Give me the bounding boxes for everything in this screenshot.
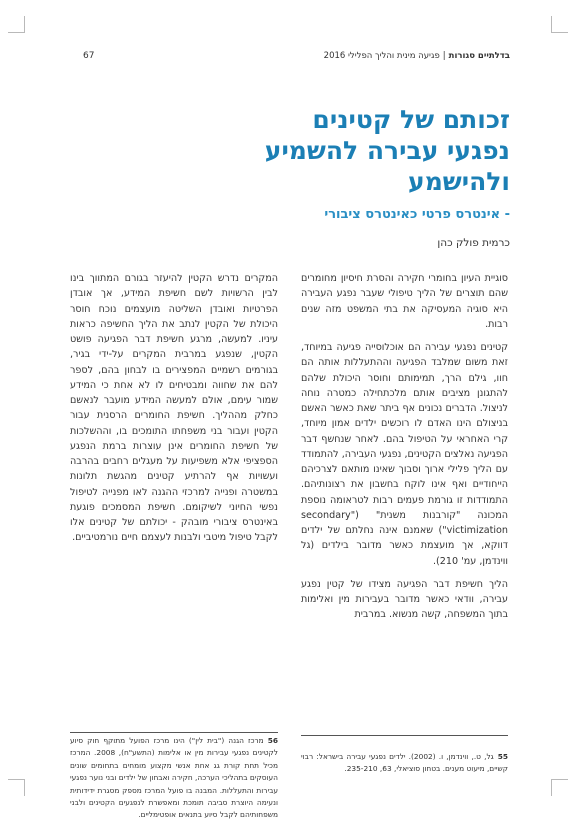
footnote (70, 735, 278, 822)
footnote-number: 56 (267, 736, 278, 745)
page-number: 67 (83, 51, 95, 61)
crop-mark-bottom-left (8, 779, 25, 796)
running-header (83, 51, 510, 65)
title-line: זכותם של קטינים (312, 105, 510, 134)
title-line: נפגעי עבירה להשמיע (264, 136, 510, 165)
body-paragraph: הליך חשיפת דבר הפגיעה מצידו של קטין נפגע עבירה, וודאי כאשר מדובר בעבירות מין ואלימות בתוך המשפחה, קשה מנשוא. במרבית (301, 578, 508, 621)
footnote (301, 751, 508, 776)
footnote-text: גל, ט., ווינדמן, ו. (2002). ילדים נפגעי עבירה בישראל: רבוי קשיים, מיעוט מענים. בטחון סוציאלי, 63, 235-210. (301, 752, 508, 774)
publication-brand: בדלתיים סגורות (448, 51, 510, 61)
title-line: ולהישמע (408, 167, 510, 196)
article-title (180, 104, 510, 197)
crop-mark-bottom-right (551, 779, 568, 796)
body-column-right (301, 271, 508, 631)
body-paragraph: קטינים נפגעי עבירה הם אוכלוסייה פגיעה במיוחד, זאת משום שמלבד הפגיעה וההתעללות אותה הם חוו, גילם הרך, תמימותם וחוסר היכולת שלהם להתגונן מציבים אותם מלכתחילה כמטרה נוחה לניצול. הדברים נכונים אף ביתר שאת כאשר האשם בניצולם הינו האדם לו רוכשים ילדים אמון מיוחד, קרי האחראי על הטיפול בהם. לאחר שנחשף דבר הפגיעה נאלצים הקטינים, נפגעי העבירה, להתמודד עם הליך פלילי ארוך וסבוך שאינו מותאם לצרכיהם הייחודיים ואף אינו לוקח בחשבון את רצונותיהם. התמודדות זו גורמת פעמים רבות לטראומה נוספת המכונה "קורבנות משנית" ("secondary victimization") שאמנם אינה נחלתם של ילדים דווקא, אך מועצמת כאשר מדובר בילדים (גל ווינדמן, עמ' 210). (301, 342, 508, 567)
body-paragraph: סוגיית העיון בחומרי חקירה והסרת חיסיון מחומרים שהם תוצרים של הליך טיפולי שעבר נפגע העבירה היא סוגיה המעסיקה את בתי המשפט מזה שנים רבות. (301, 273, 508, 330)
footnote-divider (301, 735, 508, 736)
crop-mark-top-left (8, 16, 25, 33)
body-paragraph: המקרים נדרש הקטין להיעזר בגורם המתווך בינו לבין הרשויות לשם חשיפת המידע, אך אובדן הפרטיות ואובדן השליטה מועצמים נוכח חוסר היכולת של הקטין לנתב את הליך החשיפה כראות עיניו. למעשה, מרגע חשיפת דבר הפגיעה פושט הקטין, שנפגע במרבית המקרים על-ידי בגיר, בגורמים רשמיים המפצירים בו לבחון בהם, לספר להם את שחווה ומבטיחים לו לא אחת כי המידע שמור עימם, אולם למעשה המידע מועבר לנאשם כחלק מההליך. חשיפת החומרים הרסנית עבור הקטין ועבור בני משפחתו התומכים בו, וההשלכות של חשיפת החומרים אינן עוצרות ברמת הנפגע הספציפי אלא משפיעות על מעגלים רחבים בהרבה ועשויות אף להרתיע קטינים מהגשת תלונות במשטרה ופנייה למרכזי ההגנה לאו מפנייה לטיפול נפשי החיוני לשיקומם. חשיפת המסמכים פוגעת באינטרס ציבורי מובהק - יכולתם של קטינים אלו לקבל טיפול מיטבי ולבנות לעצמם חיים נורמטיביים. (70, 273, 278, 544)
footnote-divider (70, 732, 278, 733)
publication-section: פגיעה מינית והליך הפלילי 2016 (323, 51, 440, 61)
footnote-number: 55 (497, 752, 508, 761)
header-separator: | (442, 51, 446, 61)
publication-line (324, 51, 510, 61)
author-name: כרמית פולק כהן (437, 237, 510, 249)
footnote-text: מרכז הגנה ("בית לין") הינו מרכז הפועל מתוקף חוק סיוע לקטינים נפגעי עבירות מין או אלימות (התשע"ח), 2008. המרכז מכיל תחת קורת גג אחת אנשי מקצוע מומחים בתחומים שונים העוסקים בתהליכי הערכה, חקירה ואבחון של ילדים ובני נוער נפגעי עבירות והתעללות. המבנה בו פועל המרכז מספק מסגרת ידידותית ונעימה היוצרת סביבה תומכת ומאפשרת לנפגעים הקטינים ולבני משפחותיהם לקבל סיוע בתנאים אופטימליים. (70, 736, 279, 820)
article-subtitle: - אינטרס פרטי כאינטרס ציבורי (324, 207, 510, 222)
body-column-left (70, 271, 278, 554)
crop-mark-top-right (551, 16, 568, 33)
